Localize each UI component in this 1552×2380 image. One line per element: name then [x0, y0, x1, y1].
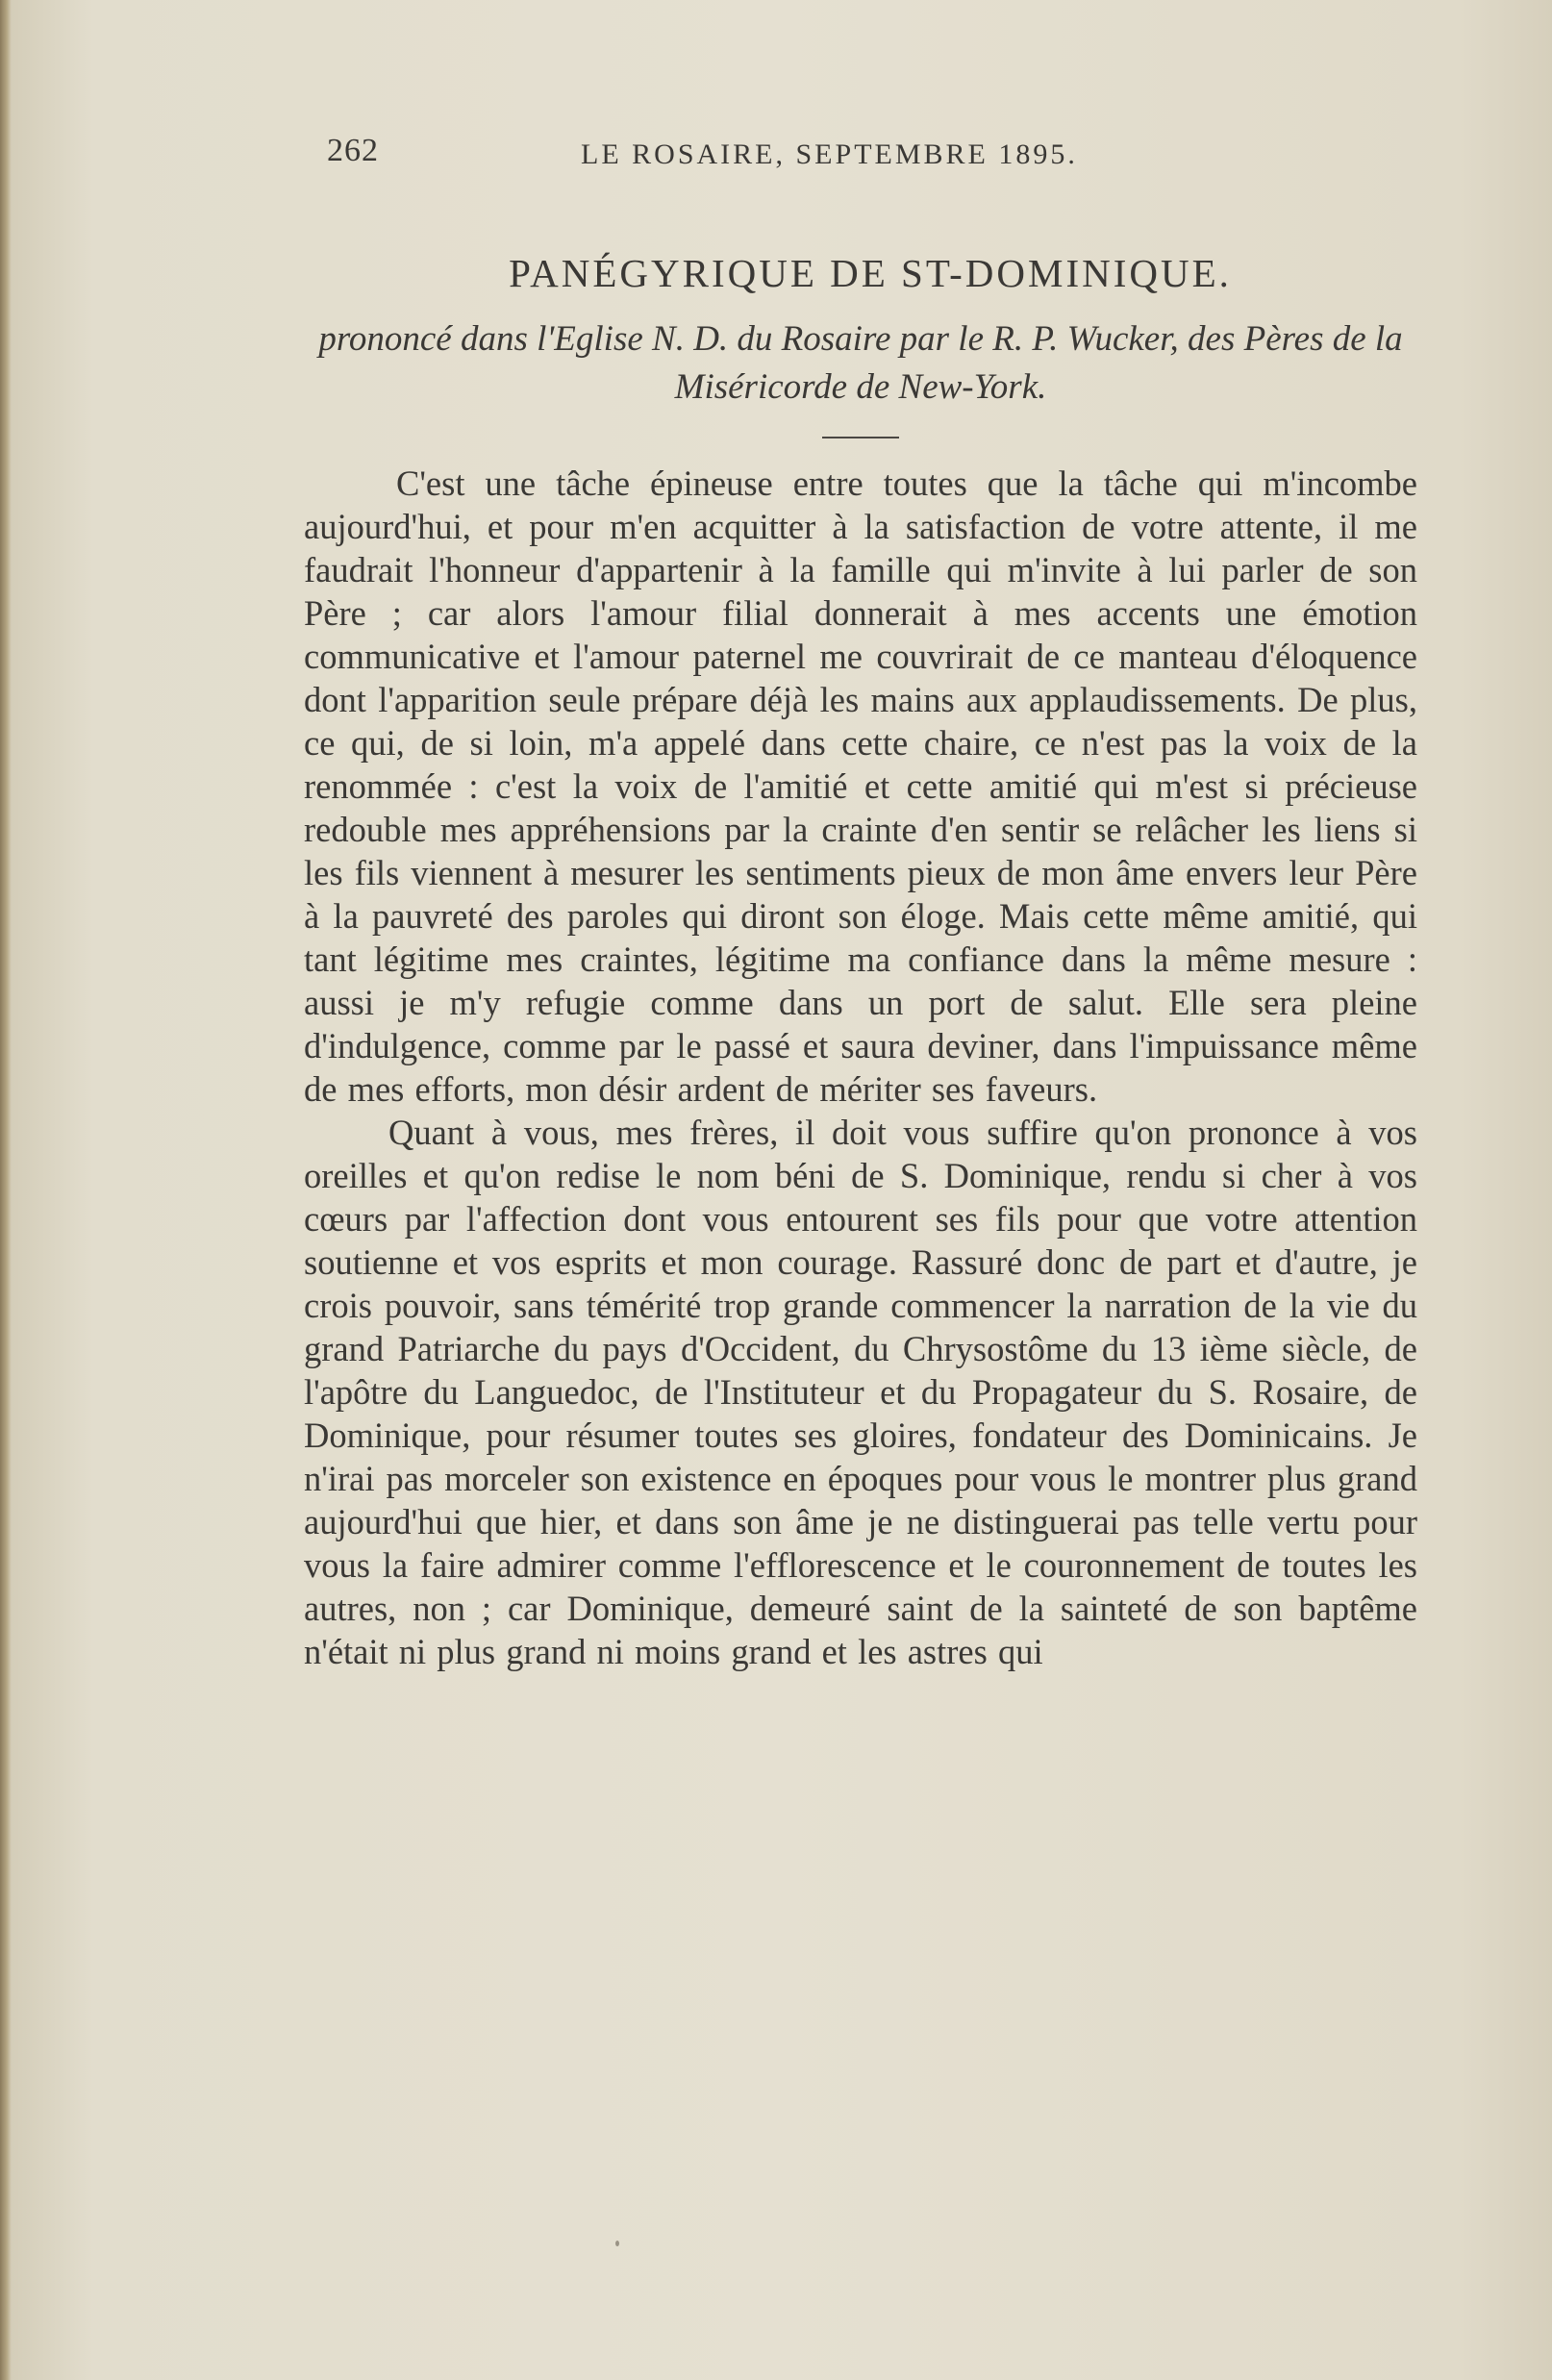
article-title: PANÉGYRIQUE DE ST-DOMINIQUE.	[509, 251, 1232, 295]
separator-rule	[822, 437, 899, 438]
running-title: LE ROSAIRE, SEPTEMBRE 1895.	[581, 138, 1078, 170]
page-text-block	[304, 125, 1417, 1673]
body-paragraph: Quant à vous, mes frères, il doit vous suffire qu'on prononce à vos oreilles et qu'on redise le nom béni de S. Dominique, rendu si cher à vos cœurs par l'affection dont vous entourent ses fils pour que votre attention soutienne et vos esprits et mon courage. Rassuré donc de part et d'autre, je crois pouvoir, sans témérité trop grande commencer la narration de la vie du grand Patriarche du pays d'Occident, du Chrysostôme du 13 ième siècle, de l'apôtre du Languedoc, de l'Instituteur et du Propagateur du S. Rosaire, de Dominique, pour résumer toutes ses gloires, fondateur des Dominicains. Je n'irai pas morceler son existence en époques pour vous le montrer plus grand aujourd'hui que hier, et dans son âme je ne distinguerai pas telle vertu pour vous la faire admirer comme l'efflorescence et le couronnement de toutes les autres, non ; car Dominique, demeuré saint de la sainteté de son baptême n'était ni plus grand ni moins grand et les astres qui	[304, 1113, 1417, 1671]
article-subtitle: prononcé dans l'Eglise N. D. du Rosaire par le R. P. Wucker, des Pères de la Miséricorde de New-York.	[318, 319, 1403, 407]
body-paragraph: C'est une tâche épineuse entre toutes que la tâche qui m'incombe aujourd'hui, et pour m'en acquitter à la satisfaction de votre attente, il me faudrait l'honneur d'appartenir à la famille qui m'invite à lui parler de son Père ; car alors l'amour filial donnerait à mes accents une émotion communicative et l'amour paternel me couvrirait de ce manteau d'éloquence dont l'apparition seule prépare déjà les mains aux applaudissements. De plus, ce qui, de si loin, m'a appelé dans cette chaire, ce n'est pas la voix de la renommée : c'est la voix de l'amitié et cette amitié qui m'est si précieuse redouble mes appréhensions par la crainte d'en sentir se relâcher les liens si les fils viennent à mesurer les sentiments pieux de mon âme envers leur Père à la pauvreté des paroles qui diront son éloge. Mais cette même amitié, qui tant légitime mes craintes, légitime ma confiance dans la même mesure : aussi je m'y refugie comme dans un port de salut. Elle sera pleine d'indulgence, comme par le passé et saura deviner, dans l'impuissance même de mes efforts, mon désir ardent de mériter ses faveurs.	[304, 463, 1417, 1109]
paper-speck	[615, 2241, 619, 2246]
running-header	[304, 125, 1417, 183]
page-binding-edge	[0, 0, 12, 2380]
page-number: 262	[327, 133, 379, 168]
